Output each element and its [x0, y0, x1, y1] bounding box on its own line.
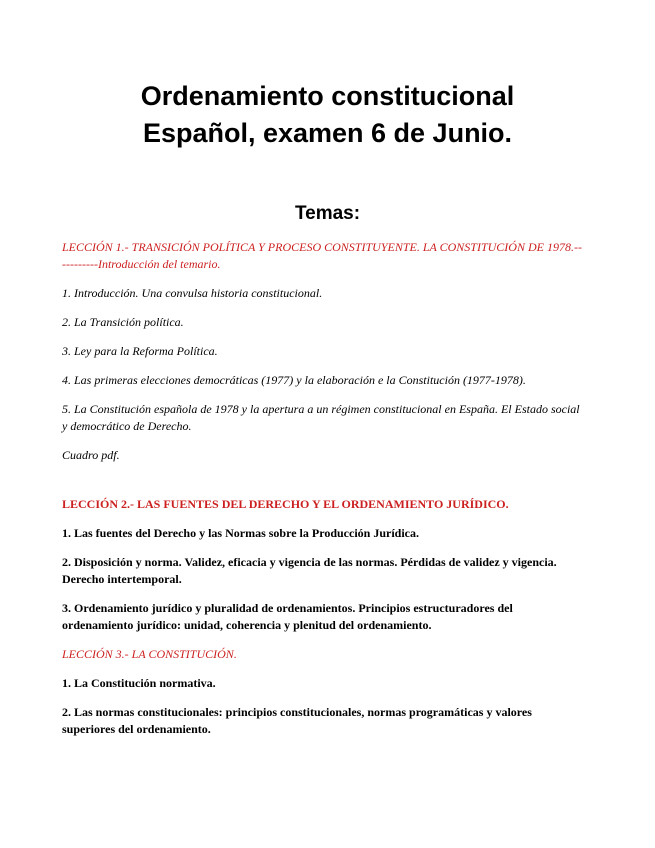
lesson-1-cuadro-pdf: Cuadro pdf. — [62, 448, 120, 462]
lesson-3-item-2: 2. Las normas constitucionales: principios constitucionales, normas programáticas y valores superiores del ordenamiento. — [62, 705, 532, 736]
lesson-1-item-3: 3. Ley para la Reforma Política. — [62, 344, 218, 358]
lesson-1-item-1: 1. Introducción. Una convulsa historia constitucional. — [62, 286, 323, 300]
lesson-1-item-5: 5. La Constitución española de 1978 y la apertura a un régimen constitucional en España. El Estado social y democrático de Derecho. — [62, 402, 580, 433]
lesson-2-item-3: 3. Ordenamiento jurídico y pluralidad de ordenamientos. Principios estructuradores del ordenamiento jurídico: unidad, coherencia y plenitud del ordenamiento. — [62, 601, 513, 632]
lesson-2-item-1: 1. Las fuentes del Derecho y las Normas sobre la Producción Jurídica. — [62, 526, 419, 540]
lesson-1-heading: LECCIÓN 1.- TRANSICIÓN POLÍTICA Y PROCESO CONSTITUYENTE. LA CONSTITUCIÓN DE 1978.-----------Introducción del temario. — [62, 240, 582, 271]
lesson-1-item-2: 2. La Transición política. — [62, 315, 184, 329]
lesson-3-item-1: 1. La Constitución normativa. — [62, 676, 216, 690]
topics-heading: Temas: — [294, 203, 361, 224]
title-line-2: Español, examen 6 de Junio. — [142, 118, 513, 148]
document-title — [0, 78, 655, 152]
lesson-2-item-2: 2. Disposición y norma. Validez, eficacia y vigencia de las normas. Pérdidas de validez y vigencia. Derecho intertemporal. — [62, 555, 557, 586]
title-line-1: Ordenamiento constitucional — [140, 81, 515, 111]
lesson-1-item-4: 4. Las primeras elecciones democráticas (1977) y la elaboración e la Constitución (1977-1978). — [62, 373, 526, 387]
syllabus-content — [62, 239, 582, 750]
lesson-2-heading: LECCIÓN 2.- LAS FUENTES DEL DERECHO Y EL ORDENAMIENTO JURÍDICO. — [62, 497, 509, 511]
lesson-3-heading: LECCIÓN 3.- LA CONSTITUCIÓN. — [62, 647, 237, 661]
